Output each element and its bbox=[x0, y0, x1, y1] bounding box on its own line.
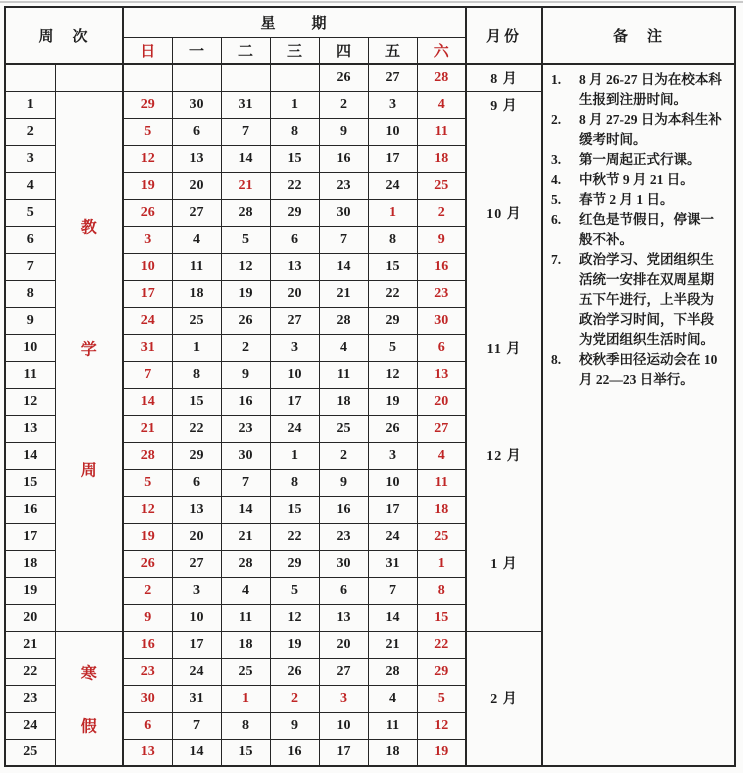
note-text: 8 月 27-29 日为本科生补缓考时间。 bbox=[579, 112, 722, 147]
week-number-cell: 7 bbox=[5, 253, 55, 280]
day-cell: 4 bbox=[319, 334, 368, 361]
day-cell: 12 bbox=[123, 145, 172, 172]
day-cell: 28 bbox=[417, 64, 466, 91]
day-cell: 1 bbox=[221, 685, 270, 712]
day-cell: 18 bbox=[417, 496, 466, 523]
day-cell: 21 bbox=[368, 631, 417, 658]
day-cell: 8 bbox=[270, 469, 319, 496]
week-row-0 bbox=[5, 64, 735, 91]
day-cell: 27 bbox=[417, 415, 466, 442]
day-cell: 24 bbox=[270, 415, 319, 442]
note-text: 第一周起正式行课。 bbox=[579, 152, 701, 167]
day-cell: 17 bbox=[368, 496, 417, 523]
day-cell: 13 bbox=[319, 604, 368, 631]
winter-vacation-cell bbox=[55, 631, 123, 766]
day-cell: 12 bbox=[123, 496, 172, 523]
day-cell: 11 bbox=[417, 118, 466, 145]
month-label: 8 月 bbox=[490, 71, 518, 87]
day-cell: 28 bbox=[368, 658, 417, 685]
day-cell: 30 bbox=[123, 685, 172, 712]
day-cell: 5 bbox=[123, 118, 172, 145]
week-number-cell: 24 bbox=[5, 712, 55, 739]
day-cell: 16 bbox=[270, 739, 319, 766]
week-number-cell: 4 bbox=[5, 172, 55, 199]
day-cell: 9 bbox=[270, 712, 319, 739]
period-empty-cell bbox=[55, 64, 123, 91]
day-cell: 15 bbox=[270, 496, 319, 523]
day-cell: 15 bbox=[270, 145, 319, 172]
week-number-cell: 14 bbox=[5, 442, 55, 469]
note-item bbox=[548, 150, 722, 170]
month-label: 9 月 bbox=[490, 98, 518, 114]
day-cell: 5 bbox=[221, 226, 270, 253]
weekday-header-六: 六 bbox=[417, 37, 466, 64]
day-cell: 14 bbox=[319, 253, 368, 280]
day-cell: 10 bbox=[368, 469, 417, 496]
day-cell: 14 bbox=[123, 388, 172, 415]
note-text: 春节 2 月 1 日。 bbox=[579, 192, 674, 207]
week-number-cell: 20 bbox=[5, 604, 55, 631]
weekday-group-header: 星 期 bbox=[123, 7, 466, 37]
day-cell: 14 bbox=[221, 145, 270, 172]
day-cell: 13 bbox=[172, 496, 221, 523]
notes-cell bbox=[542, 64, 735, 766]
day-cell: 11 bbox=[417, 469, 466, 496]
day-cell bbox=[270, 64, 319, 91]
day-cell: 2 bbox=[270, 685, 319, 712]
day-cell: 25 bbox=[417, 172, 466, 199]
day-cell: 6 bbox=[417, 334, 466, 361]
day-cell: 19 bbox=[123, 523, 172, 550]
day-cell: 9 bbox=[221, 361, 270, 388]
day-cell: 17 bbox=[368, 145, 417, 172]
day-cell: 10 bbox=[172, 604, 221, 631]
day-cell: 9 bbox=[417, 226, 466, 253]
day-cell: 2 bbox=[221, 334, 270, 361]
day-cell: 10 bbox=[368, 118, 417, 145]
note-number: 8. bbox=[551, 352, 562, 367]
day-cell: 5 bbox=[270, 577, 319, 604]
day-cell: 11 bbox=[368, 712, 417, 739]
day-cell: 31 bbox=[368, 550, 417, 577]
day-cell: 13 bbox=[123, 739, 172, 766]
day-cell: 26 bbox=[319, 64, 368, 91]
note-text: 红色是节假日，停课一般不补。 bbox=[579, 212, 714, 247]
day-cell: 25 bbox=[172, 307, 221, 334]
day-cell: 2 bbox=[123, 577, 172, 604]
day-cell bbox=[123, 64, 172, 91]
day-cell: 2 bbox=[319, 91, 368, 118]
note-number: 5. bbox=[551, 192, 562, 207]
week-number-cell: 11 bbox=[5, 361, 55, 388]
day-cell: 19 bbox=[270, 631, 319, 658]
day-cell: 14 bbox=[368, 604, 417, 631]
day-cell: 7 bbox=[172, 712, 221, 739]
teaching-weeks-label-char: 学 bbox=[80, 341, 97, 359]
day-cell: 23 bbox=[417, 280, 466, 307]
day-cell: 10 bbox=[319, 712, 368, 739]
week-number-cell: 2 bbox=[5, 118, 55, 145]
month-cell bbox=[466, 91, 542, 631]
day-cell: 23 bbox=[123, 658, 172, 685]
day-cell: 22 bbox=[368, 280, 417, 307]
day-cell: 4 bbox=[221, 577, 270, 604]
day-cell: 27 bbox=[270, 307, 319, 334]
day-cell: 23 bbox=[319, 523, 368, 550]
weekday-header-五: 五 bbox=[368, 37, 417, 64]
note-text: 校秋季田径运动会在 10 月 22—23 日举行。 bbox=[579, 352, 718, 387]
day-cell: 18 bbox=[368, 739, 417, 766]
day-cell: 22 bbox=[270, 172, 319, 199]
week-number-cell: 17 bbox=[5, 523, 55, 550]
day-cell: 16 bbox=[319, 145, 368, 172]
day-cell: 5 bbox=[417, 685, 466, 712]
month-label: 11 月 bbox=[486, 341, 522, 357]
day-cell: 9 bbox=[319, 118, 368, 145]
calendar-table bbox=[4, 6, 736, 767]
day-cell: 30 bbox=[319, 199, 368, 226]
day-cell: 15 bbox=[417, 604, 466, 631]
week-number-cell: 23 bbox=[5, 685, 55, 712]
day-cell: 17 bbox=[270, 388, 319, 415]
day-cell: 4 bbox=[417, 442, 466, 469]
day-cell bbox=[172, 64, 221, 91]
day-cell: 30 bbox=[417, 307, 466, 334]
week-number-cell: 15 bbox=[5, 469, 55, 496]
day-cell: 26 bbox=[221, 307, 270, 334]
note-number: 7. bbox=[551, 252, 562, 267]
week-number-cell: 8 bbox=[5, 280, 55, 307]
day-cell: 25 bbox=[319, 415, 368, 442]
day-cell: 30 bbox=[221, 442, 270, 469]
note-item bbox=[548, 250, 722, 350]
day-cell: 1 bbox=[172, 334, 221, 361]
week-number-cell: 3 bbox=[5, 145, 55, 172]
day-cell: 16 bbox=[417, 253, 466, 280]
day-cell: 20 bbox=[319, 631, 368, 658]
day-cell: 3 bbox=[270, 334, 319, 361]
day-cell: 14 bbox=[221, 496, 270, 523]
day-cell: 22 bbox=[172, 415, 221, 442]
week-number-cell: 9 bbox=[5, 307, 55, 334]
calendar-body bbox=[5, 64, 735, 766]
day-cell: 19 bbox=[123, 172, 172, 199]
day-cell: 7 bbox=[123, 361, 172, 388]
day-cell: 8 bbox=[172, 361, 221, 388]
day-cell: 31 bbox=[123, 334, 172, 361]
notes-column-header: 备 注 bbox=[542, 7, 735, 64]
day-cell: 26 bbox=[270, 658, 319, 685]
day-cell: 17 bbox=[319, 739, 368, 766]
note-item bbox=[548, 170, 722, 190]
day-cell: 23 bbox=[221, 415, 270, 442]
month-cell bbox=[466, 64, 542, 91]
week-number-cell: 21 bbox=[5, 631, 55, 658]
weekday-header-日: 日 bbox=[123, 37, 172, 64]
day-cell: 15 bbox=[172, 388, 221, 415]
day-cell: 20 bbox=[270, 280, 319, 307]
day-cell: 14 bbox=[172, 739, 221, 766]
day-cell: 3 bbox=[368, 91, 417, 118]
note-number: 1. bbox=[551, 72, 562, 87]
day-cell: 29 bbox=[172, 442, 221, 469]
day-cell: 7 bbox=[221, 469, 270, 496]
day-cell: 9 bbox=[123, 604, 172, 631]
day-cell: 2 bbox=[417, 199, 466, 226]
academic-calendar bbox=[4, 6, 736, 767]
note-number: 2. bbox=[551, 112, 562, 127]
day-cell: 18 bbox=[221, 631, 270, 658]
month-label: 12 月 bbox=[486, 449, 522, 465]
week-number-cell: 6 bbox=[5, 226, 55, 253]
day-cell: 16 bbox=[123, 631, 172, 658]
day-cell: 21 bbox=[221, 172, 270, 199]
weekday-header-四: 四 bbox=[319, 37, 368, 64]
day-cell: 21 bbox=[319, 280, 368, 307]
day-cell: 20 bbox=[417, 388, 466, 415]
day-cell: 13 bbox=[270, 253, 319, 280]
day-cell: 3 bbox=[172, 577, 221, 604]
month-label: 1 月 bbox=[490, 557, 518, 573]
day-cell: 27 bbox=[172, 199, 221, 226]
day-cell: 1 bbox=[270, 442, 319, 469]
day-cell: 3 bbox=[368, 442, 417, 469]
day-cell: 1 bbox=[417, 550, 466, 577]
day-cell: 30 bbox=[172, 91, 221, 118]
winter-vacation-label-char: 假 bbox=[80, 718, 97, 736]
day-cell: 9 bbox=[319, 469, 368, 496]
day-cell: 19 bbox=[368, 388, 417, 415]
day-cell: 12 bbox=[221, 253, 270, 280]
day-cell: 5 bbox=[368, 334, 417, 361]
month-label: 2 月 bbox=[490, 692, 518, 708]
note-text: 政治学习、党团组织生活统一安排在双周星期五下午进行，上半段为政治学习时间，下半段为党团组织生活时间。 bbox=[579, 252, 714, 347]
teaching-weeks-label-char: 周 bbox=[80, 462, 97, 480]
day-cell: 17 bbox=[123, 280, 172, 307]
weekday-header-二: 二 bbox=[221, 37, 270, 64]
note-text: 中秋节 9 月 21 日。 bbox=[579, 172, 694, 187]
day-cell: 18 bbox=[319, 388, 368, 415]
note-item bbox=[548, 210, 722, 250]
day-cell: 6 bbox=[172, 469, 221, 496]
day-cell: 12 bbox=[368, 361, 417, 388]
day-cell: 13 bbox=[172, 145, 221, 172]
day-cell: 25 bbox=[417, 523, 466, 550]
day-cell: 7 bbox=[221, 118, 270, 145]
teaching-weeks-cell bbox=[55, 91, 123, 631]
day-cell: 13 bbox=[417, 361, 466, 388]
day-cell: 24 bbox=[368, 172, 417, 199]
day-cell: 4 bbox=[417, 91, 466, 118]
day-cell: 11 bbox=[221, 604, 270, 631]
note-text: 8 月 26-27 日为在校本科生报到注册时间。 bbox=[579, 72, 722, 107]
day-cell: 15 bbox=[221, 739, 270, 766]
day-cell: 6 bbox=[270, 226, 319, 253]
week-number-cell: 10 bbox=[5, 334, 55, 361]
day-cell: 4 bbox=[172, 226, 221, 253]
day-cell: 26 bbox=[123, 199, 172, 226]
day-cell: 11 bbox=[319, 361, 368, 388]
day-cell: 7 bbox=[319, 226, 368, 253]
day-cell: 29 bbox=[270, 550, 319, 577]
note-item bbox=[548, 190, 722, 210]
day-cell: 27 bbox=[368, 64, 417, 91]
day-cell: 28 bbox=[319, 307, 368, 334]
week-number-cell bbox=[5, 64, 55, 91]
day-cell: 16 bbox=[319, 496, 368, 523]
day-cell: 21 bbox=[123, 415, 172, 442]
weekday-header-一: 一 bbox=[172, 37, 221, 64]
note-item bbox=[548, 70, 722, 110]
day-cell: 29 bbox=[123, 91, 172, 118]
day-cell: 24 bbox=[172, 658, 221, 685]
week-number-cell: 22 bbox=[5, 658, 55, 685]
day-cell: 27 bbox=[172, 550, 221, 577]
winter-vacation-label-char: 寒 bbox=[80, 665, 97, 683]
day-cell: 3 bbox=[319, 685, 368, 712]
day-cell: 23 bbox=[319, 172, 368, 199]
week-number-cell: 18 bbox=[5, 550, 55, 577]
day-cell: 22 bbox=[270, 523, 319, 550]
note-item bbox=[548, 110, 722, 150]
week-number-cell: 13 bbox=[5, 415, 55, 442]
note-number: 4. bbox=[551, 172, 562, 187]
week-column-header: 周 次 bbox=[5, 7, 123, 64]
day-cell: 16 bbox=[221, 388, 270, 415]
day-cell: 19 bbox=[221, 280, 270, 307]
day-cell: 17 bbox=[172, 631, 221, 658]
day-cell: 27 bbox=[319, 658, 368, 685]
day-cell: 12 bbox=[270, 604, 319, 631]
week-number-cell: 1 bbox=[5, 91, 55, 118]
day-cell: 21 bbox=[221, 523, 270, 550]
day-cell: 29 bbox=[270, 199, 319, 226]
day-cell: 19 bbox=[417, 739, 466, 766]
week-number-cell: 12 bbox=[5, 388, 55, 415]
day-cell: 8 bbox=[417, 577, 466, 604]
day-cell: 18 bbox=[417, 145, 466, 172]
day-cell: 8 bbox=[221, 712, 270, 739]
day-cell: 7 bbox=[368, 577, 417, 604]
day-cell: 1 bbox=[368, 199, 417, 226]
note-number: 3. bbox=[551, 152, 562, 167]
day-cell: 29 bbox=[417, 658, 466, 685]
day-cell: 8 bbox=[270, 118, 319, 145]
week-number-cell: 5 bbox=[5, 199, 55, 226]
day-cell: 2 bbox=[319, 442, 368, 469]
day-cell: 28 bbox=[123, 442, 172, 469]
weekday-header-三: 三 bbox=[270, 37, 319, 64]
day-cell: 20 bbox=[172, 172, 221, 199]
day-cell: 24 bbox=[368, 523, 417, 550]
day-cell: 6 bbox=[319, 577, 368, 604]
day-cell: 12 bbox=[417, 712, 466, 739]
teaching-weeks-label-char: 教 bbox=[80, 219, 97, 237]
month-cell bbox=[466, 631, 542, 766]
day-cell: 31 bbox=[221, 91, 270, 118]
week-number-cell: 19 bbox=[5, 577, 55, 604]
day-cell: 3 bbox=[123, 226, 172, 253]
day-cell: 5 bbox=[123, 469, 172, 496]
scan-edge-line bbox=[0, 1, 743, 3]
day-cell: 1 bbox=[270, 91, 319, 118]
day-cell: 6 bbox=[123, 712, 172, 739]
day-cell: 31 bbox=[172, 685, 221, 712]
day-cell: 26 bbox=[368, 415, 417, 442]
day-cell: 29 bbox=[368, 307, 417, 334]
day-cell: 25 bbox=[221, 658, 270, 685]
day-cell: 20 bbox=[172, 523, 221, 550]
week-number-cell: 16 bbox=[5, 496, 55, 523]
day-cell: 30 bbox=[319, 550, 368, 577]
week-number-cell: 25 bbox=[5, 739, 55, 766]
day-cell: 4 bbox=[368, 685, 417, 712]
day-cell: 24 bbox=[123, 307, 172, 334]
day-cell: 18 bbox=[172, 280, 221, 307]
day-cell bbox=[221, 64, 270, 91]
note-number: 6. bbox=[551, 212, 562, 227]
day-cell: 10 bbox=[270, 361, 319, 388]
month-column-header: 月份 bbox=[466, 7, 542, 64]
day-cell: 15 bbox=[368, 253, 417, 280]
day-cell: 6 bbox=[172, 118, 221, 145]
day-cell: 22 bbox=[417, 631, 466, 658]
month-label: 10 月 bbox=[486, 206, 522, 222]
day-cell: 11 bbox=[172, 253, 221, 280]
day-cell: 8 bbox=[368, 226, 417, 253]
day-cell: 28 bbox=[221, 550, 270, 577]
day-cell: 26 bbox=[123, 550, 172, 577]
day-cell: 28 bbox=[221, 199, 270, 226]
day-cell: 10 bbox=[123, 253, 172, 280]
note-item bbox=[548, 350, 722, 390]
